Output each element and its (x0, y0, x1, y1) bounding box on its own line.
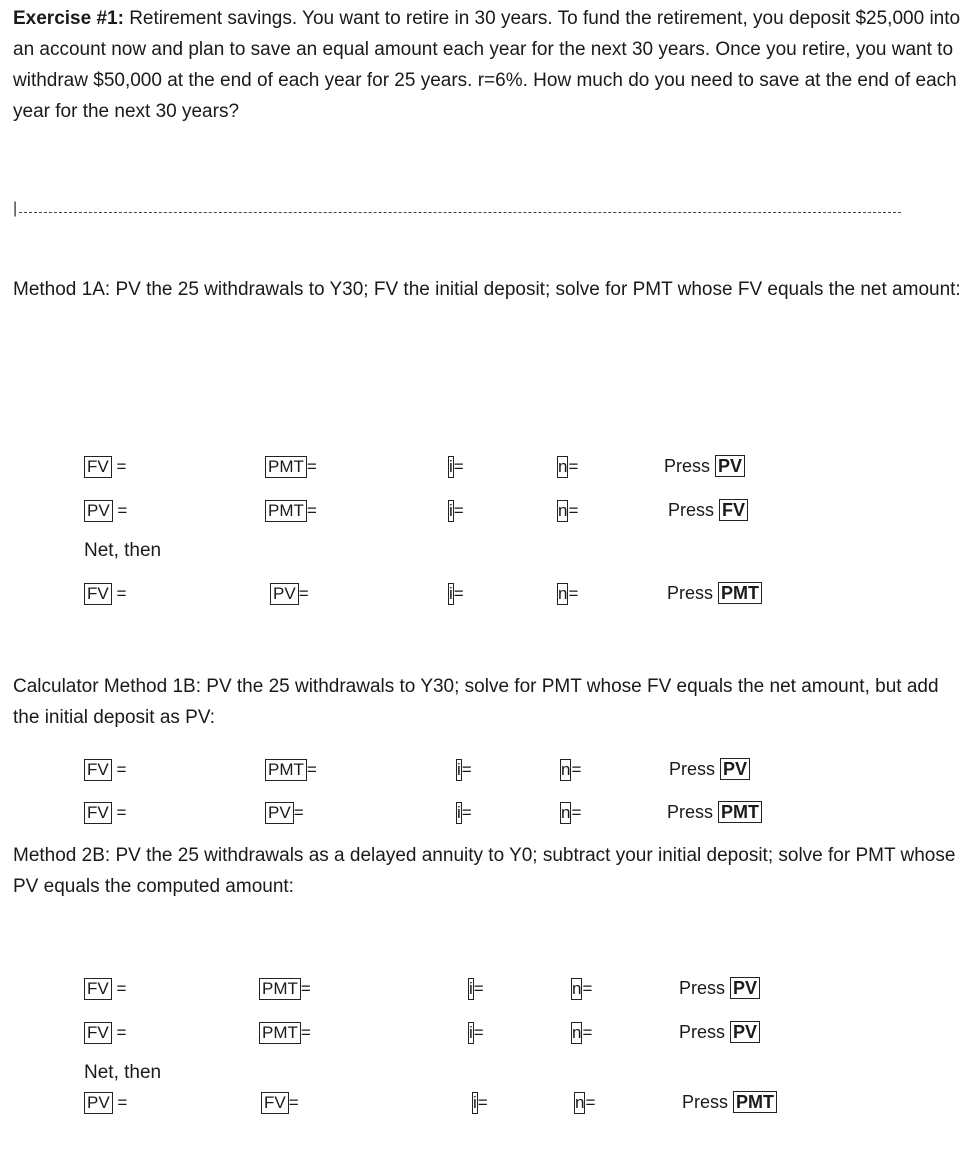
eq-sign: = (111, 584, 127, 603)
eq-sign: = (477, 1093, 488, 1112)
eq-sign: = (568, 501, 579, 520)
m2b-r2-fv (84, 1020, 126, 1045)
divider-mark: | (13, 200, 18, 217)
eq-sign: = (568, 584, 579, 603)
press-label: Press (668, 500, 715, 520)
i-key: i (469, 1023, 473, 1042)
m1b-r1-i (456, 757, 472, 782)
m1a-r1-press (664, 454, 745, 478)
n-key: n (558, 457, 568, 476)
m2b-r1-i (468, 976, 484, 1001)
pmt-key: PMT (733, 1091, 777, 1113)
eq-sign: = (306, 760, 317, 779)
eq-sign: = (288, 1093, 299, 1112)
i-key: i (473, 1093, 477, 1112)
pv-key: PV (730, 1021, 760, 1043)
eq-sign: = (582, 1023, 593, 1042)
m2b-r1-n (571, 976, 592, 1001)
pv-key: PV (265, 802, 294, 824)
m1a-r2-n (557, 498, 578, 523)
eq-sign: = (568, 457, 579, 476)
pv-key: PV (720, 758, 750, 780)
m2b-r3-n (574, 1090, 595, 1115)
eq-sign: = (453, 584, 464, 603)
press-label: Press (679, 1022, 726, 1042)
eq-sign: = (473, 979, 484, 998)
m1a-r3-n (557, 581, 578, 606)
m1b-r2-n (560, 800, 581, 825)
pmt-key: PMT (259, 1022, 301, 1044)
method-1a-heading: Method 1A: PV the 25 withdrawals to Y30; FV the initial deposit; solve for PMT whose FV equals the net amount: (13, 279, 961, 300)
press-label: Press (667, 802, 714, 822)
eq-sign: = (111, 803, 127, 822)
pmt-key: PMT (265, 456, 307, 478)
n-key: n (575, 1093, 585, 1112)
press-label: Press (669, 759, 716, 779)
fv-key: FV (84, 456, 112, 478)
m1a-r3-fv (84, 581, 126, 606)
m1a-r1-fv (84, 454, 126, 479)
pv-key: PV (730, 977, 760, 999)
m1a-r3-pv (270, 581, 309, 606)
fv-key: FV (84, 759, 112, 781)
m2b-r1-press (679, 976, 760, 1000)
eq-sign: = (461, 803, 472, 822)
exercise-paragraph (13, 3, 963, 127)
eq-sign: = (111, 457, 127, 476)
eq-sign: = (582, 979, 593, 998)
n-key: n (558, 501, 568, 520)
eq-sign: = (571, 803, 582, 822)
dashed-divider (13, 202, 901, 222)
m2b-r2-i (468, 1020, 484, 1045)
eq-sign: = (111, 1023, 127, 1042)
m1a-r2-pv (84, 498, 127, 523)
eq-sign: = (293, 803, 304, 822)
pv-key: PV (715, 455, 745, 477)
m1a-r3-press (667, 581, 762, 605)
eq-sign: = (111, 760, 127, 779)
m1a-net-then: Net, then (84, 540, 162, 561)
eq-sign: = (461, 760, 472, 779)
pv-key: PV (84, 1092, 113, 1114)
n-key: n (561, 803, 571, 822)
m2b-net-then: Net, then (84, 1062, 162, 1083)
pv-key: PV (270, 583, 299, 605)
m1b-r2-pv (265, 800, 304, 825)
m1b-r2-i (456, 800, 472, 825)
pmt-key: PMT (265, 500, 307, 522)
m1a-r2-pmt (265, 498, 317, 523)
i-key: i (449, 501, 453, 520)
m1b-r2-press (667, 800, 762, 824)
press-label: Press (682, 1092, 729, 1112)
m1b-r1-press (669, 757, 750, 781)
exercise-title: Exercise #1: (13, 8, 124, 29)
n-key: n (572, 1023, 582, 1042)
fv-key: FV (84, 802, 112, 824)
m2b-r2-pmt (259, 1020, 311, 1045)
pmt-key: PMT (718, 801, 762, 823)
pmt-key: PMT (259, 978, 301, 1000)
m1b-r1-fv (84, 757, 126, 782)
i-key: i (457, 803, 461, 822)
eq-sign: = (453, 501, 464, 520)
m2b-r2-press (679, 1020, 760, 1044)
press-label: Press (679, 978, 726, 998)
pmt-key: PMT (718, 582, 762, 604)
fv-key: FV (84, 583, 112, 605)
fv-key: FV (719, 499, 748, 521)
m1a-r2-i (448, 498, 464, 523)
eq-sign: = (298, 584, 309, 603)
n-key: n (572, 979, 582, 998)
m1b-r1-n (560, 757, 581, 782)
i-key: i (449, 457, 453, 476)
fv-key: FV (84, 978, 112, 1000)
eq-sign: = (112, 501, 128, 520)
exercise-text: Retirement savings. You want to retire in 30 years. To fund the retirement, you deposit $25,000 into an account now and plan to save an equal amount each year for the next 30 years. Once you retire, you want to withdraw $50,000 at the end of each year for 25 years. r=6%. How much do you need to save at the end of each year for the next 30 years? (13, 8, 961, 122)
m2b-r3-pv (84, 1090, 127, 1115)
eq-sign: = (453, 457, 464, 476)
eq-sign: = (306, 501, 317, 520)
m1b-r1-pmt (265, 757, 317, 782)
m2b-r2-n (571, 1020, 592, 1045)
eq-sign: = (473, 1023, 484, 1042)
press-label: Press (667, 583, 714, 603)
eq-sign: = (306, 457, 317, 476)
eq-sign: = (585, 1093, 596, 1112)
pmt-key: PMT (265, 759, 307, 781)
eq-sign: = (300, 1023, 311, 1042)
pv-key: PV (84, 500, 113, 522)
eq-sign: = (571, 760, 582, 779)
m2b-r1-pmt (259, 976, 311, 1001)
i-key: i (457, 760, 461, 779)
m2b-r3-fv (261, 1090, 299, 1115)
i-key: i (469, 979, 473, 998)
eq-sign: = (112, 1093, 128, 1112)
dashed-line (19, 212, 901, 213)
m2b-r1-fv (84, 976, 126, 1001)
method-2b-heading: Method 2B: PV the 25 withdrawals as a delayed annuity to Y0; subtract your initial deposit; solve for PMT whose PV equals the computed amount: (13, 845, 956, 897)
m1a-r2-press (668, 498, 748, 522)
m1a-r1-n (557, 454, 578, 479)
press-label: Press (664, 456, 711, 476)
m2b-r3-i (472, 1090, 488, 1115)
i-key: i (449, 584, 453, 603)
fv-key: FV (261, 1092, 289, 1114)
n-key: n (561, 760, 571, 779)
m2b-r3-press (682, 1090, 777, 1114)
m1a-r3-i (448, 581, 464, 606)
m1a-r1-pmt (265, 454, 317, 479)
eq-sign: = (300, 979, 311, 998)
n-key: n (558, 584, 568, 603)
m1b-r2-fv (84, 800, 126, 825)
fv-key: FV (84, 1022, 112, 1044)
method-1b-heading: Calculator Method 1B: PV the 25 withdrawals to Y30; solve for PMT whose FV equals the net amount, but add the initial deposit as PV: (13, 676, 939, 728)
eq-sign: = (111, 979, 127, 998)
m1a-r1-i (448, 454, 464, 479)
